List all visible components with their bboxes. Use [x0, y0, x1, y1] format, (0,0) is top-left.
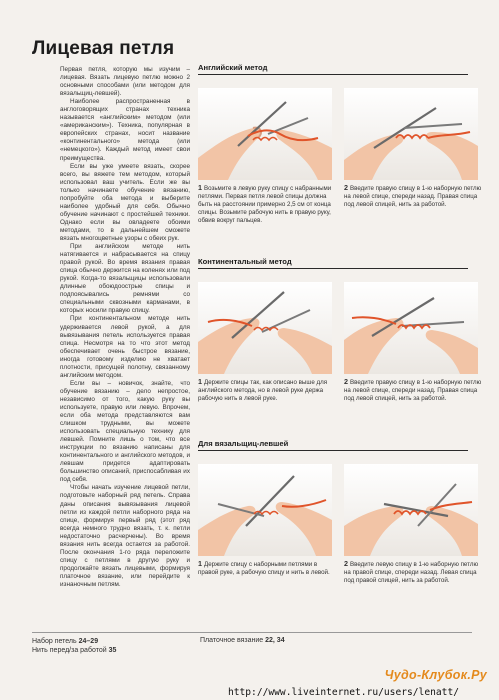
footer-divider: [32, 632, 472, 633]
crossref-label: Набор петель: [32, 638, 77, 645]
hands-knitting-illustration: [198, 282, 332, 374]
caption-continental-step1: [198, 378, 336, 403]
photo-continental-step2: [344, 282, 478, 374]
footer-crossrefs: [32, 637, 116, 655]
caption-continental-step2: [344, 378, 482, 403]
paragraph: При континентальном методе нить удерживается левой рукой, а для вывязывания петель используется правая спица. Несмотря на то что этот метод обеспечивает очень быстрое вязание, иногда готовому изделию не хватает плотности, присущей полотну, связанному английским методом.: [60, 315, 190, 379]
crossref-pages: 24–29: [78, 638, 99, 645]
footer-crossref-mid: [200, 637, 285, 644]
source-url: http://www.liveinternet.ru/users/lenatt/: [227, 687, 459, 698]
photo-lefthanded-step1: [198, 464, 332, 556]
intro-text: [60, 66, 190, 589]
section-heading-continental: Континентальный метод: [198, 256, 468, 269]
photo-english-step2: [344, 88, 478, 180]
step-number: 1: [198, 183, 202, 192]
hands-knitting-illustration: [344, 282, 478, 374]
step-text: Введите правую спицу в 1-ю наборную петлю на левой спице, спереди назад. Правая спица под левой спицей, нить за работой.: [344, 379, 482, 402]
step-number: 1: [198, 377, 202, 386]
step-number: 2: [344, 183, 348, 192]
photo-english-step1: [198, 88, 332, 180]
caption-lefthanded-step2: [344, 560, 482, 585]
paragraph: Если вы уже умеете вязать, скорее всего, вы вяжете тем методом, который использовал ваш учитель. Если же вы только начинаете обучение вязанию, попробуйте оба метода и выберите наиболее удобный для себя. Обычно обучение начинают с простейшей техники. Однако если вы овладеете обоими методами, то в дальнейшем сможете вязать многоцветные узоры с обеих рук.: [60, 162, 190, 242]
crossref-label: Платочное вязание: [200, 637, 264, 644]
step-number: 2: [344, 559, 348, 568]
step-number: 1: [198, 559, 202, 568]
crossref-label: Нить перед/за работой: [32, 647, 107, 654]
paragraph: Если вы – новичок, знайте, что обучение вязанию – дело непростое, независимо от того, какую руку вы используете, правую или левую. Впрочем, если оба метода представляются вам слишком трудными, вы можете использовать специальную технику для левшей. Помните лишь о том, что все инструкции по вязанию написаны для континентального и английского методов, и левшам придется адаптировать большинство описаний, приспосабливая их под себя.: [60, 379, 190, 484]
paragraph: Наиболее распространенная в англоговорящих странах техника называется «английским» методом (или «американским»). Техника, популярная в европейских странах, носит название «континентального» метода (или «немецкого»). Каждый метод имеет свои преимущества.: [60, 98, 190, 162]
brand-watermark: Чудо-Клубок.Ру: [384, 668, 487, 682]
section-heading-lefthanded: Для вязальщиц-левшей: [198, 438, 468, 451]
crossref-pages: 22, 34: [265, 637, 285, 644]
hands-knitting-illustration: [198, 464, 332, 556]
step-text: Введите левую спицу в 1-ю наборную петлю на правой спице, спереди назад. Левая спица под правой спицей, нить за работой.: [344, 561, 479, 584]
hands-knitting-illustration: [344, 464, 478, 556]
caption-english-step2: [344, 184, 482, 209]
step-text: Держите спицу с наборными петлями в правой руке, а рабочую спицу и нить в левой.: [198, 561, 330, 576]
photo-lefthanded-step2: [344, 464, 478, 556]
step-text: Введите правую спицу в 1-ю наборную петлю на левой спице, спереди назад. Правая спица под левой спицей, нить за работой.: [344, 185, 482, 208]
caption-lefthanded-step1: [198, 560, 336, 577]
caption-english-step1: [198, 184, 336, 225]
step-number: 2: [344, 377, 348, 386]
paragraph: При английском методе нить натягивается и набрасывается на спицу правой рукой. Во время вязания правая спица обычно держится на коленях или под рукой. Когда-то вязальщицы использовали длинные обоюдоострые спицы и подпоясывались ремнями со специальными сквозными карманами, в которых носили правую спицу.: [60, 243, 190, 315]
photo-continental-step1: [198, 282, 332, 374]
step-text: Держите спицы так, как описано выше для английского метода, но в левой руке держа рабочую нить в левой руке.: [198, 379, 328, 402]
section-heading-english: Английский метод: [198, 62, 468, 75]
paragraph: Первая петля, которую мы изучим – лицевая. Вязать лицевую петлю можно 2 основными способами (или методом для вязальщиц-левшей).: [60, 66, 190, 98]
step-text: Возьмите в левую руку спицу с набранными петлями. Первая петля левой спицы должна быть на расстоянии примерно 2,5 см от конца спицы. Возьмите рабочую нить в правую руку, обвив вокруг пальцев.: [198, 185, 332, 224]
paragraph: Чтобы начать изучение лицевой петли, подготовьте наборный ряд петель. Справа даны описания вывязывания лицевой петли из каждой петли наборного ряда на спице, формируя первый ряд (этот ряд всегда немного трудно вязать, т. к. петли недостаточно расчерчены). Во время вязания нить всегда остается за работой. После окончания 1-го ряда переложите спицу с петлями в другую руку и продолжайте вязать лицевыми, формируя платочное вязание, или перейдите к изнаночным петлям.: [60, 484, 190, 588]
page-title: Лицевая петля: [32, 38, 175, 59]
crossref-pages: 35: [108, 647, 117, 654]
hands-knitting-illustration: [198, 88, 332, 180]
hands-knitting-illustration: [344, 88, 478, 180]
